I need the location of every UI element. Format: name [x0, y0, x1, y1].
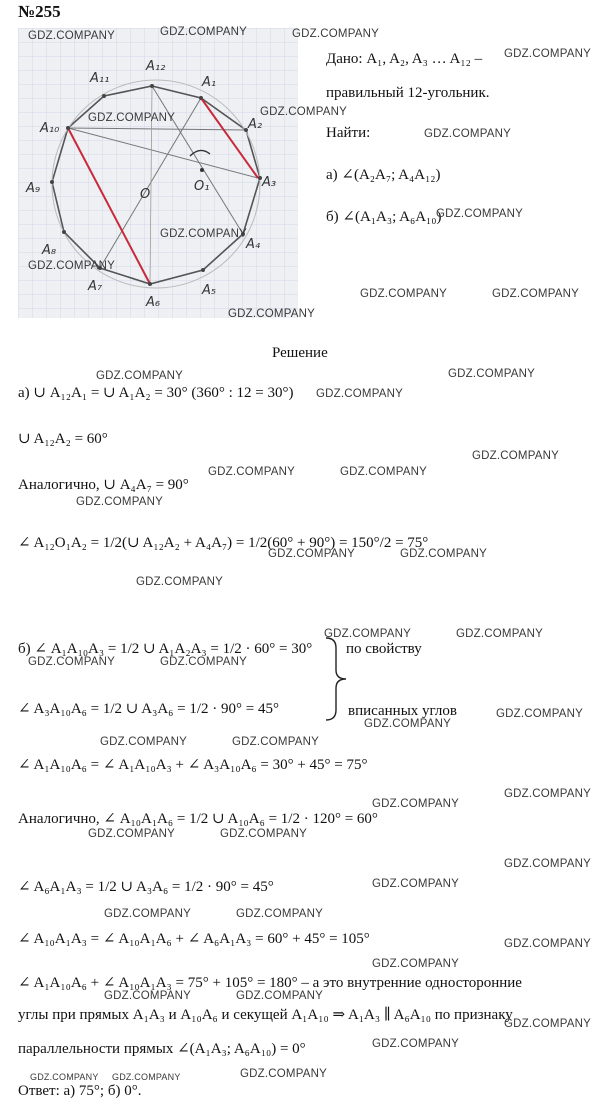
- watermark: GDZ.COMPANY: [236, 908, 323, 920]
- watermark: GDZ.COMPANY: [30, 1072, 99, 1082]
- solution-line-6: ∠ A₃A₁₀A₆ = 1/2 ∪ A₃A₆ = 1/2 · 90° = 45°: [18, 701, 279, 717]
- solution-line-12: углы при прямых A₁A₃ и A₁₀A₆ и секущей A₁A₁₀ ⇒ A₁A₃ ∥ A₆A₁₀ по признаку: [18, 1007, 513, 1023]
- watermark: GDZ.COMPANY: [504, 1018, 591, 1030]
- solution-line-7: ∠ A₁A₁₀A₆ = ∠ A₁A₁₀A₃ + ∠ A₃A₁₀A₆ = 30° + 45° = 75°: [18, 757, 368, 773]
- label-a9: A₉: [26, 181, 41, 196]
- watermark: GDZ.COMPANY: [372, 958, 459, 970]
- problem-number: №255: [18, 2, 61, 21]
- label-a6: A₆: [146, 295, 161, 310]
- solution-line-5: б) ∠ A₁A₁₀A₃ = 1/2 ∪ A₁A₂A₃ = 1/2 · 60° = 30°: [18, 641, 313, 657]
- solution-line-3: Аналогично, ∪ A₄A₇ = 90°: [18, 477, 189, 493]
- watermark: GDZ.COMPANY: [228, 308, 315, 320]
- solution-line-10: ∠ A₁₀A₁A₃ = ∠ A₁₀A₁A₆ + ∠ A₆A₁A₃ = 60° + 45° = 105°: [18, 931, 370, 947]
- solution-line-9: ∠ A₆A₁A₃ = 1/2 ∪ A₃A₆ = 1/2 · 90° = 45°: [18, 879, 274, 895]
- watermark: GDZ.COMPANY: [232, 736, 319, 748]
- label-a8: A₈: [42, 243, 57, 258]
- watermark: GDZ.COMPANY: [104, 990, 191, 1002]
- watermark: GDZ.COMPANY: [104, 908, 191, 920]
- watermark: GDZ.COMPANY: [208, 466, 295, 478]
- solution-line-2: ∪ A₁₂A₂ = 60°: [18, 431, 108, 447]
- watermark: GDZ.COMPANY: [364, 718, 451, 730]
- label-a10: A₁₀: [40, 121, 60, 136]
- label-a11: A₁₁: [90, 71, 110, 86]
- watermark: GDZ.COMPANY: [504, 858, 591, 870]
- find-item-b: б) ∠(A₁A₃; A₆A₁₀): [326, 209, 442, 225]
- watermark: GDZ.COMPANY: [436, 208, 523, 220]
- label-a2: A₂: [248, 117, 263, 132]
- watermark: GDZ.COMPANY: [292, 28, 379, 40]
- watermark: GDZ.COMPANY: [372, 798, 459, 810]
- watermark: GDZ.COMPANY: [28, 656, 115, 668]
- answer: Ответ: а) 75°; б) 0°.: [18, 1083, 142, 1099]
- label-a3: A₃: [262, 175, 277, 190]
- watermark: GDZ.COMPANY: [316, 388, 403, 400]
- watermark: GDZ.COMPANY: [136, 576, 223, 588]
- watermark: GDZ.COMPANY: [372, 878, 459, 890]
- watermark: GDZ.COMPANY: [324, 628, 411, 640]
- watermark: GDZ.COMPANY: [492, 288, 579, 300]
- solution-line-1: а) ∪ A₁₂A₁ = ∪ A₁A₂ = 30° (360° : 12 = 30°): [18, 385, 294, 401]
- watermark: GDZ.COMPANY: [260, 106, 347, 118]
- watermark: GDZ.COMPANY: [472, 450, 559, 462]
- watermark: GDZ.COMPANY: [112, 1072, 181, 1082]
- label-a12: A₁₂: [146, 59, 166, 74]
- watermark: GDZ.COMPANY: [160, 656, 247, 668]
- watermark: GDZ.COMPANY: [88, 828, 175, 840]
- watermark: GDZ.COMPANY: [28, 260, 115, 272]
- find-item-a: а) ∠(A₂A₇; A₄A₁₂): [326, 167, 441, 183]
- solution-line-13: параллельности прямых ∠(A₁A₃; A₆A₁₀) = 0°: [18, 1041, 306, 1057]
- watermark: GDZ.COMPANY: [100, 736, 187, 748]
- watermark: GDZ.COMPANY: [240, 1068, 327, 1080]
- watermark: GDZ.COMPANY: [504, 48, 591, 60]
- watermark: GDZ.COMPANY: [448, 368, 535, 380]
- label-a4: A₄: [246, 237, 261, 252]
- watermark: GDZ.COMPANY: [268, 548, 355, 560]
- label-a1: A₁: [202, 75, 217, 90]
- label-a7: A₇: [88, 279, 103, 294]
- watermark: GDZ.COMPANY: [28, 30, 115, 42]
- watermark: GDZ.COMPANY: [424, 128, 511, 140]
- watermark: GDZ.COMPANY: [160, 26, 247, 38]
- watermark: GDZ.COMPANY: [372, 1038, 459, 1050]
- watermark: GDZ.COMPANY: [504, 938, 591, 950]
- label-o1: O₁: [194, 179, 210, 194]
- watermark: GDZ.COMPANY: [160, 228, 247, 240]
- watermark: GDZ.COMPANY: [504, 788, 591, 800]
- solution-line-11: ∠ A₁A₁₀A₆ + ∠ A₁₀A₁A₃ = 75° + 105° = 180° – а это внутренние односторонние: [18, 975, 522, 991]
- label-o: O: [140, 187, 151, 202]
- watermark: GDZ.COMPANY: [340, 466, 427, 478]
- watermark: GDZ.COMPANY: [400, 548, 487, 560]
- brace-note-1: по свойству: [346, 641, 422, 657]
- solution-line-8: Аналогично, ∠ A₁₀A₁A₆ = 1/2 ∪ A₁₀A₆ = 1/2 · 120° = 60°: [18, 811, 378, 827]
- find-label: Найти:: [326, 125, 371, 141]
- dodecagon-figure: [18, 28, 298, 318]
- watermark: GDZ.COMPANY: [96, 370, 183, 382]
- label-a5: A₅: [202, 283, 217, 298]
- solution-line-4: ∠ A₁₂O₁A₂ = 1/2(∪ A₁₂A₂ + A₄A₇) = 1/2(60° + 90°) = 150°/2 = 75°: [18, 535, 429, 551]
- watermark: GDZ.COMPANY: [360, 288, 447, 300]
- solution-heading: Решение: [272, 345, 328, 361]
- watermark: GDZ.COMPANY: [236, 990, 323, 1002]
- watermark: GDZ.COMPANY: [76, 496, 163, 508]
- watermark: GDZ.COMPANY: [496, 708, 583, 720]
- watermark: GDZ.COMPANY: [220, 828, 307, 840]
- brace-note-2: вписанных углов: [348, 703, 457, 719]
- given-line-2: правильный 12-угольник.: [326, 85, 490, 101]
- watermark: GDZ.COMPANY: [456, 628, 543, 640]
- given-line-1: Дано: A₁, A₂, A₃ … A₁₂ –: [326, 51, 483, 67]
- watermark: GDZ.COMPANY: [88, 112, 175, 124]
